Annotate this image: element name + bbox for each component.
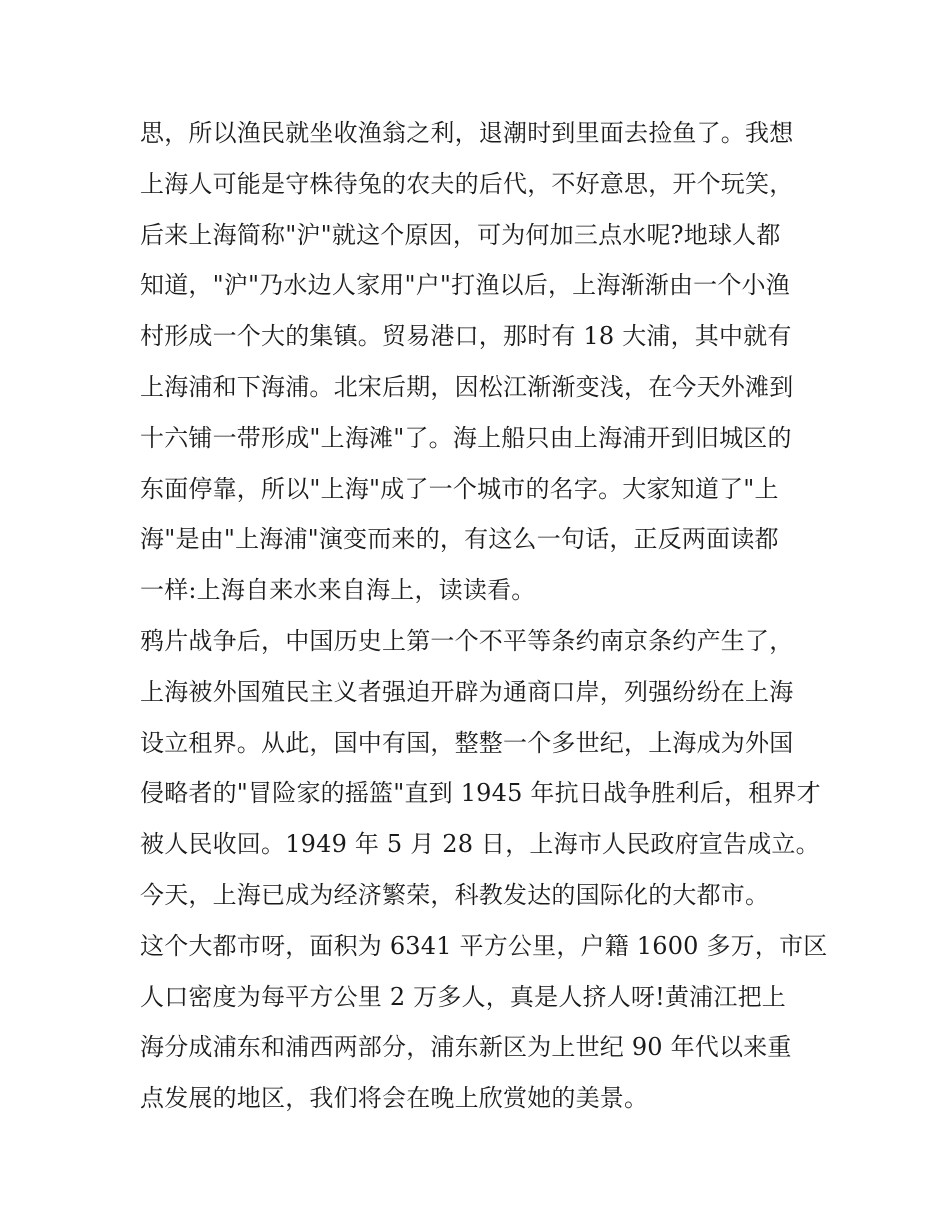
text-line-17: 这个大都市呀，面积为 6341 平方公里，户籍 1600 多万，市区 — [140, 931, 828, 960]
text-line-2: 上海人可能是守株待兔的农夫的后代，不好意思，开个玩笑， — [140, 169, 794, 198]
text-line-20: 点发展的地区，我们将会在晚上欣赏她的美景。 — [140, 1084, 649, 1113]
text-line-18: 人口密度为每平方公里 2 万多人，真是人挤人呀!黄浦江把上 — [140, 982, 786, 1011]
text-line-11: 鸦片战争后，中国历史上第一个不平等条约南京条约产生了， — [140, 626, 794, 655]
text-line-10: 一样:上海自来水来自海上，读读看。 — [140, 576, 536, 605]
text-line-14: 侵略者的"冒险家的摇篮"直到 1945 年抗日战争胜利后，租界才 — [140, 779, 821, 808]
text-line-19: 海分成浦东和浦西两部分，浦东新区为上世纪 90 年代以来重 — [140, 1033, 792, 1062]
text-line-9: 海"是由"上海浦"演变而来的，有这么一句话，正反两面读都 — [140, 525, 779, 554]
text-line-16: 今天，上海已成为经济繁荣，科教发达的国际化的大都市。 — [140, 880, 770, 909]
text-line-3: 后来上海简称"沪"就这个原因，可为何加三点水呢?地球人都 — [140, 220, 781, 249]
text-line-6: 上海浦和下海浦。北宋后期，因松江渐渐变浅，在今天外滩到 — [140, 372, 794, 401]
text-line-8: 东面停靠，所以"上海"成了一个城市的名字。大家知道了"上 — [140, 474, 779, 503]
text-line-15: 被人民收回。1949 年 5 月 28 日，上海市人民政府宣告成立。 — [140, 830, 820, 859]
text-line-5: 村形成一个大的集镇。贸易港口，那时有 18 大浦，其中就有 — [140, 322, 792, 351]
text-line-1: 思，所以渔民就坐收渔翁之利，退潮时到里面去捡鱼了。我想 — [140, 119, 794, 147]
text-line-12: 上海被外国殖民主义者强迫开辟为通商口岸，列强纷纷在上海 — [140, 677, 794, 706]
text-line-4: 知道，"沪"乃水边人家用"户"打渔以后，上海渐渐由一个小渔 — [140, 271, 790, 300]
body-text — [140, 108, 828, 1124]
text-line-13: 设立租界。从此，国中有国，整整一个多世纪，上海成为外国 — [140, 728, 794, 757]
text-line-7: 十六铺一带形成"上海滩"了。海上船只由上海浦开到旧城区的 — [140, 423, 792, 452]
